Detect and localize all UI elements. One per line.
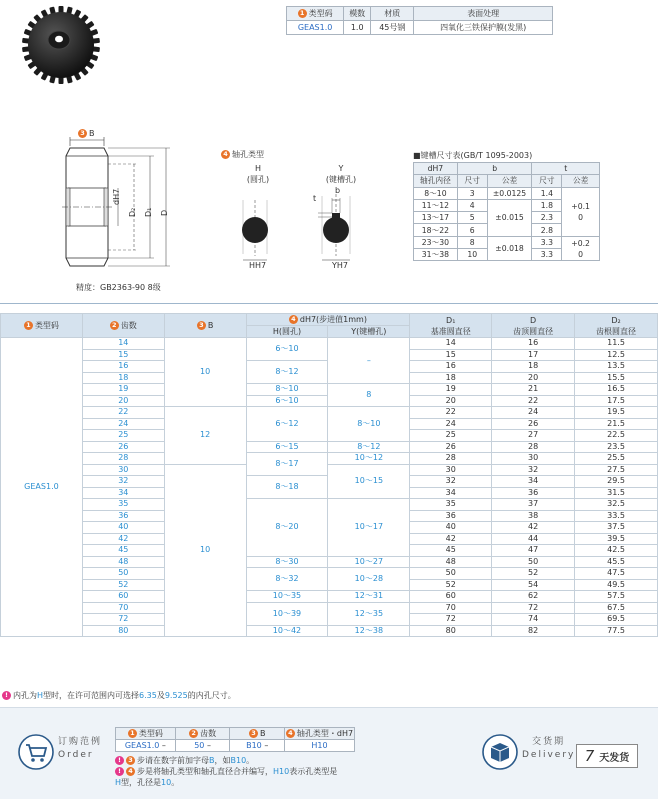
key-cell: 1.8 bbox=[532, 199, 562, 211]
cell-y-range: 8 bbox=[328, 384, 410, 407]
cell-d: 32 bbox=[492, 464, 575, 476]
cell-teeth: 22 bbox=[82, 407, 164, 419]
cell-h-range: 8～18 bbox=[246, 476, 328, 499]
cell-d1: 70 bbox=[410, 602, 492, 614]
cell-d1: 15 bbox=[410, 349, 492, 361]
key-cell: 3.3 bbox=[532, 236, 562, 248]
cell-teeth: 72 bbox=[82, 614, 164, 626]
dim-t-label: t bbox=[313, 194, 317, 203]
key-cell: ±0.0125 bbox=[487, 187, 532, 199]
order-shaft: H10 bbox=[285, 740, 355, 752]
cell-teeth: 25 bbox=[82, 430, 164, 442]
cell-teeth: 34 bbox=[82, 487, 164, 499]
dim-h-label: HH7 bbox=[249, 261, 267, 270]
cell-b: 10 bbox=[164, 338, 246, 407]
cell-d1: 32 bbox=[410, 476, 492, 488]
cell-d2: 39.5 bbox=[575, 533, 658, 545]
cell-d: 50 bbox=[492, 556, 575, 568]
cell-d: 34 bbox=[492, 476, 575, 488]
cell-h-range: 8～30 bbox=[246, 556, 328, 568]
key-header-tol: 公差 bbox=[487, 175, 532, 187]
cell-d1: 60 bbox=[410, 591, 492, 603]
cell-d: 24 bbox=[492, 407, 575, 419]
key-cell-ttol1: +0.1 0 bbox=[562, 187, 600, 236]
table-row bbox=[1, 464, 658, 476]
cell-d1: 50 bbox=[410, 568, 492, 580]
order-type: GEAS1.0 – bbox=[116, 740, 176, 752]
cell-h-range: 10～35 bbox=[246, 591, 328, 603]
cell-d1: 26 bbox=[410, 441, 492, 453]
cell-d2: 21.5 bbox=[575, 418, 658, 430]
cell-d: 38 bbox=[492, 510, 575, 522]
order-example-section bbox=[0, 707, 658, 799]
cell-teeth: 40 bbox=[82, 522, 164, 534]
key-cell: 8 bbox=[457, 236, 487, 248]
cell-d2: 25.5 bbox=[575, 453, 658, 465]
cell-d: 36 bbox=[492, 487, 575, 499]
cell-d2: 37.5 bbox=[575, 522, 658, 534]
cell-d: 16 bbox=[492, 338, 575, 350]
cell-type-code: GEAS1.0 bbox=[1, 338, 83, 637]
key-cell: 11～12 bbox=[414, 199, 458, 211]
order-header-b: 3 B bbox=[230, 728, 285, 740]
header-y: Y(键槽孔) bbox=[328, 326, 410, 338]
key-cell: ±0.018 bbox=[487, 236, 532, 261]
order-teeth: 50 – bbox=[175, 740, 230, 752]
table-row bbox=[1, 453, 658, 465]
key-header-dh7: dH7 bbox=[414, 163, 458, 175]
header-teeth: 2 齿数 bbox=[82, 314, 164, 338]
key-header-b: b bbox=[457, 163, 532, 175]
cell-d2: 42.5 bbox=[575, 545, 658, 557]
cell-h-range: 6～12 bbox=[246, 407, 328, 442]
cell-d: 26 bbox=[492, 418, 575, 430]
key-cell: 3 bbox=[457, 187, 487, 199]
cell-d1: 48 bbox=[410, 556, 492, 568]
table-row bbox=[1, 384, 658, 396]
cell-y-range: – bbox=[328, 338, 410, 384]
cell-d2: 15.5 bbox=[575, 372, 658, 384]
cell-d2: 33.5 bbox=[575, 510, 658, 522]
cell-d: 18 bbox=[492, 361, 575, 373]
shaft-type-title: 4 轴孔类型 bbox=[221, 149, 264, 160]
cell-h-range: 10～39 bbox=[246, 602, 328, 625]
table-row bbox=[1, 556, 658, 568]
cell-h-range: 6～10 bbox=[246, 395, 328, 407]
cell-d2: 22.5 bbox=[575, 430, 658, 442]
cell-d1: 80 bbox=[410, 625, 492, 637]
model-header-material: 材质 bbox=[371, 7, 414, 21]
key-header-hole: 轴孔内径 bbox=[414, 175, 458, 187]
delivery-label: 交货期 Delivery bbox=[522, 737, 576, 760]
b-dim-label: 3 B bbox=[78, 128, 95, 139]
cell-y-range: 12～38 bbox=[328, 625, 410, 637]
cell-teeth: 20 bbox=[82, 395, 164, 407]
cell-teeth: 30 bbox=[82, 464, 164, 476]
cell-d: 27 bbox=[492, 430, 575, 442]
cell-h-range: 8～17 bbox=[246, 453, 328, 476]
cell-d1: 28 bbox=[410, 453, 492, 465]
spec-table bbox=[0, 313, 658, 637]
key-table bbox=[413, 162, 600, 261]
product-spec-area bbox=[0, 0, 658, 304]
cell-d: 37 bbox=[492, 499, 575, 511]
key-header-tol2: 公差 bbox=[562, 175, 600, 187]
order-header-teeth: 2 齿数 bbox=[175, 728, 230, 740]
cell-teeth: 32 bbox=[82, 476, 164, 488]
dh7-dim-label: dH7 bbox=[112, 188, 121, 205]
cell-d: 72 bbox=[492, 602, 575, 614]
cell-d1: 36 bbox=[410, 510, 492, 522]
cell-h-range: 8～12 bbox=[246, 361, 328, 384]
cell-y-range: 10～15 bbox=[328, 464, 410, 499]
header-d2: D₂ 齿根圆直径 bbox=[575, 314, 658, 338]
cell-teeth: 35 bbox=[82, 499, 164, 511]
cell-d2: 45.5 bbox=[575, 556, 658, 568]
key-cell: 23～30 bbox=[414, 236, 458, 248]
cell-d1: 42 bbox=[410, 533, 492, 545]
model-header-type: 1 类型码 bbox=[287, 7, 344, 21]
order-notes: ! 3 步请在数字前加字母B，如B10。 ! 4 步是将轴孔类型和轴孔直径合并编写，H10表示孔类型是 H型，孔径是10。 bbox=[115, 756, 338, 787]
key-cell: 6 bbox=[457, 224, 487, 236]
key-cell: 5 bbox=[457, 212, 487, 224]
key-header-t: t bbox=[532, 163, 600, 175]
cell-d: 17 bbox=[492, 349, 575, 361]
table-row bbox=[1, 602, 658, 614]
order-header-shaft: 4 轴孔类型・dH7 bbox=[285, 728, 355, 740]
cell-teeth: 80 bbox=[82, 625, 164, 637]
cell-d2: 19.5 bbox=[575, 407, 658, 419]
key-table-title: ■键槽尺寸表(GB/T 1095-2003) bbox=[413, 151, 533, 160]
cell-b: 12 bbox=[164, 407, 246, 465]
table-row bbox=[1, 568, 658, 580]
key-cell: 3.3 bbox=[532, 249, 562, 261]
cell-teeth: 45 bbox=[82, 545, 164, 557]
cell-d1: 24 bbox=[410, 418, 492, 430]
cell-teeth: 52 bbox=[82, 579, 164, 591]
cell-h-range: 6～15 bbox=[246, 441, 328, 453]
header-type: 1 类型码 bbox=[1, 314, 83, 338]
cell-d1: 35 bbox=[410, 499, 492, 511]
cell-d: 42 bbox=[492, 522, 575, 534]
model-table bbox=[286, 6, 553, 35]
cell-d2: 16.5 bbox=[575, 384, 658, 396]
cell-d2: 13.5 bbox=[575, 361, 658, 373]
model-type: GEAS1.0 bbox=[287, 21, 344, 35]
key-cell: 13～17 bbox=[414, 212, 458, 224]
cell-y-range: 10～12 bbox=[328, 453, 410, 465]
cell-d: 62 bbox=[492, 591, 575, 603]
cell-d: 20 bbox=[492, 372, 575, 384]
cell-d1: 22 bbox=[410, 407, 492, 419]
cell-b: 10 bbox=[164, 464, 246, 637]
cell-h-range: 8～32 bbox=[246, 568, 328, 591]
cell-teeth: 19 bbox=[82, 384, 164, 396]
header-d: D 齿顶圆直径 bbox=[492, 314, 575, 338]
dim-y-label: YH7 bbox=[332, 261, 348, 270]
cell-d2: 47.5 bbox=[575, 568, 658, 580]
cell-y-range: 10～17 bbox=[328, 499, 410, 557]
model-surface: 四氧化三铁保护膜(发黑) bbox=[414, 21, 553, 35]
cell-d2: 23.5 bbox=[575, 441, 658, 453]
gear-drawing bbox=[54, 128, 194, 278]
cell-d1: 30 bbox=[410, 464, 492, 476]
cell-d2: 77.5 bbox=[575, 625, 658, 637]
cell-h-range: 8～10 bbox=[246, 384, 328, 396]
cell-d: 30 bbox=[492, 453, 575, 465]
cell-teeth: 42 bbox=[82, 533, 164, 545]
cell-d2: 31.5 bbox=[575, 487, 658, 499]
cell-h-range: 6～10 bbox=[246, 338, 328, 361]
cell-d: 82 bbox=[492, 625, 575, 637]
cell-d2: 49.5 bbox=[575, 579, 658, 591]
cell-teeth: 16 bbox=[82, 361, 164, 373]
cell-y-range: 12～35 bbox=[328, 602, 410, 625]
cell-teeth: 50 bbox=[82, 568, 164, 580]
key-cell: 2.8 bbox=[532, 224, 562, 236]
cell-teeth: 36 bbox=[82, 510, 164, 522]
cell-teeth: 18 bbox=[82, 372, 164, 384]
model-header-module: 模数 bbox=[344, 7, 371, 21]
cell-d: 52 bbox=[492, 568, 575, 580]
bore-note: ! 内孔为H型时，在许可范围内可选择6.35及9.525的内孔尺寸。 bbox=[2, 690, 236, 701]
header-h: H(圆孔) bbox=[246, 326, 328, 338]
cell-y-range: 12～31 bbox=[328, 591, 410, 603]
table-row bbox=[1, 591, 658, 603]
d2-dim-label: D₂ bbox=[128, 207, 137, 217]
cell-y-range: 10～28 bbox=[328, 568, 410, 591]
cell-d2: 27.5 bbox=[575, 464, 658, 476]
cell-d: 44 bbox=[492, 533, 575, 545]
cell-d1: 52 bbox=[410, 579, 492, 591]
type-h-label: H (圆孔) bbox=[246, 164, 270, 184]
delivery-days-box: 7 天发货 bbox=[576, 744, 638, 768]
key-cell: ±0.015 bbox=[487, 199, 532, 236]
cell-d: 74 bbox=[492, 614, 575, 626]
shopping-cart-icon bbox=[18, 734, 54, 770]
d-dim-label: D bbox=[160, 209, 169, 216]
cell-teeth: 26 bbox=[82, 441, 164, 453]
cell-teeth: 60 bbox=[82, 591, 164, 603]
model-material: 45号钢 bbox=[371, 21, 414, 35]
cell-teeth: 28 bbox=[82, 453, 164, 465]
model-module: 1.0 bbox=[344, 21, 371, 35]
cell-teeth: 15 bbox=[82, 349, 164, 361]
cell-d2: 17.5 bbox=[575, 395, 658, 407]
cell-d2: 11.5 bbox=[575, 338, 658, 350]
gear-image bbox=[20, 4, 102, 86]
header-dh7: 4 dH7(步进值1mm) bbox=[246, 314, 410, 326]
cell-d: 54 bbox=[492, 579, 575, 591]
table-row bbox=[1, 338, 658, 350]
order-b: B10 – bbox=[230, 740, 285, 752]
cell-d: 22 bbox=[492, 395, 575, 407]
d1-dim-label: D₁ bbox=[144, 207, 153, 217]
key-cell: 10 bbox=[457, 249, 487, 261]
cell-d1: 45 bbox=[410, 545, 492, 557]
cell-d1: 72 bbox=[410, 614, 492, 626]
order-header-type: 1 类型码 bbox=[116, 728, 176, 740]
cell-d1: 34 bbox=[410, 487, 492, 499]
cell-d2: 67.5 bbox=[575, 602, 658, 614]
cell-d1: 20 bbox=[410, 395, 492, 407]
header-b: 3 B bbox=[164, 314, 246, 338]
cell-d2: 57.5 bbox=[575, 591, 658, 603]
table-row bbox=[1, 407, 658, 419]
cell-h-range: 8～20 bbox=[246, 499, 328, 557]
cell-y-range: 8～12 bbox=[328, 441, 410, 453]
key-cell: 8～10 bbox=[414, 187, 458, 199]
cell-d1: 16 bbox=[410, 361, 492, 373]
cell-d2: 69.5 bbox=[575, 614, 658, 626]
cell-d: 28 bbox=[492, 441, 575, 453]
cell-d2: 32.5 bbox=[575, 499, 658, 511]
cell-teeth: 24 bbox=[82, 418, 164, 430]
cell-teeth: 48 bbox=[82, 556, 164, 568]
delivery-box-icon bbox=[482, 734, 518, 770]
type-y-label: Y (键槽孔) bbox=[325, 164, 357, 184]
cell-d1: 25 bbox=[410, 430, 492, 442]
model-header-surface: 表面处理 bbox=[414, 7, 553, 21]
key-cell-ttol2: +0.2 0 bbox=[562, 236, 600, 261]
shaft-hole-drawing bbox=[226, 186, 366, 270]
cell-d1: 40 bbox=[410, 522, 492, 534]
cell-d1: 18 bbox=[410, 372, 492, 384]
key-cell: 31～38 bbox=[414, 249, 458, 261]
order-table bbox=[115, 727, 355, 752]
key-cell: 2.3 bbox=[532, 212, 562, 224]
cell-teeth: 14 bbox=[82, 338, 164, 350]
cell-d: 21 bbox=[492, 384, 575, 396]
precision-text: 精度：GB2363-90 8级 bbox=[76, 283, 161, 292]
key-cell: 18～22 bbox=[414, 224, 458, 236]
key-cell: 4 bbox=[457, 199, 487, 211]
cell-teeth: 70 bbox=[82, 602, 164, 614]
cell-d1: 19 bbox=[410, 384, 492, 396]
order-label: 订购范例 Order bbox=[58, 737, 103, 760]
table-row bbox=[1, 625, 658, 637]
cell-h-range: 10～42 bbox=[246, 625, 328, 637]
cell-y-range: 10～27 bbox=[328, 556, 410, 568]
dim-b-label: b bbox=[335, 186, 341, 195]
table-row bbox=[1, 499, 658, 511]
cell-d2: 29.5 bbox=[575, 476, 658, 488]
cell-d2: 12.5 bbox=[575, 349, 658, 361]
cell-y-range: 8～10 bbox=[328, 407, 410, 442]
key-header-size2: 尺寸 bbox=[532, 175, 562, 187]
table-row bbox=[1, 441, 658, 453]
cell-d: 47 bbox=[492, 545, 575, 557]
cell-d1: 14 bbox=[410, 338, 492, 350]
key-header-size: 尺寸 bbox=[457, 175, 487, 187]
key-cell: 1.4 bbox=[532, 187, 562, 199]
header-d1: D₁ 基准圆直径 bbox=[410, 314, 492, 338]
